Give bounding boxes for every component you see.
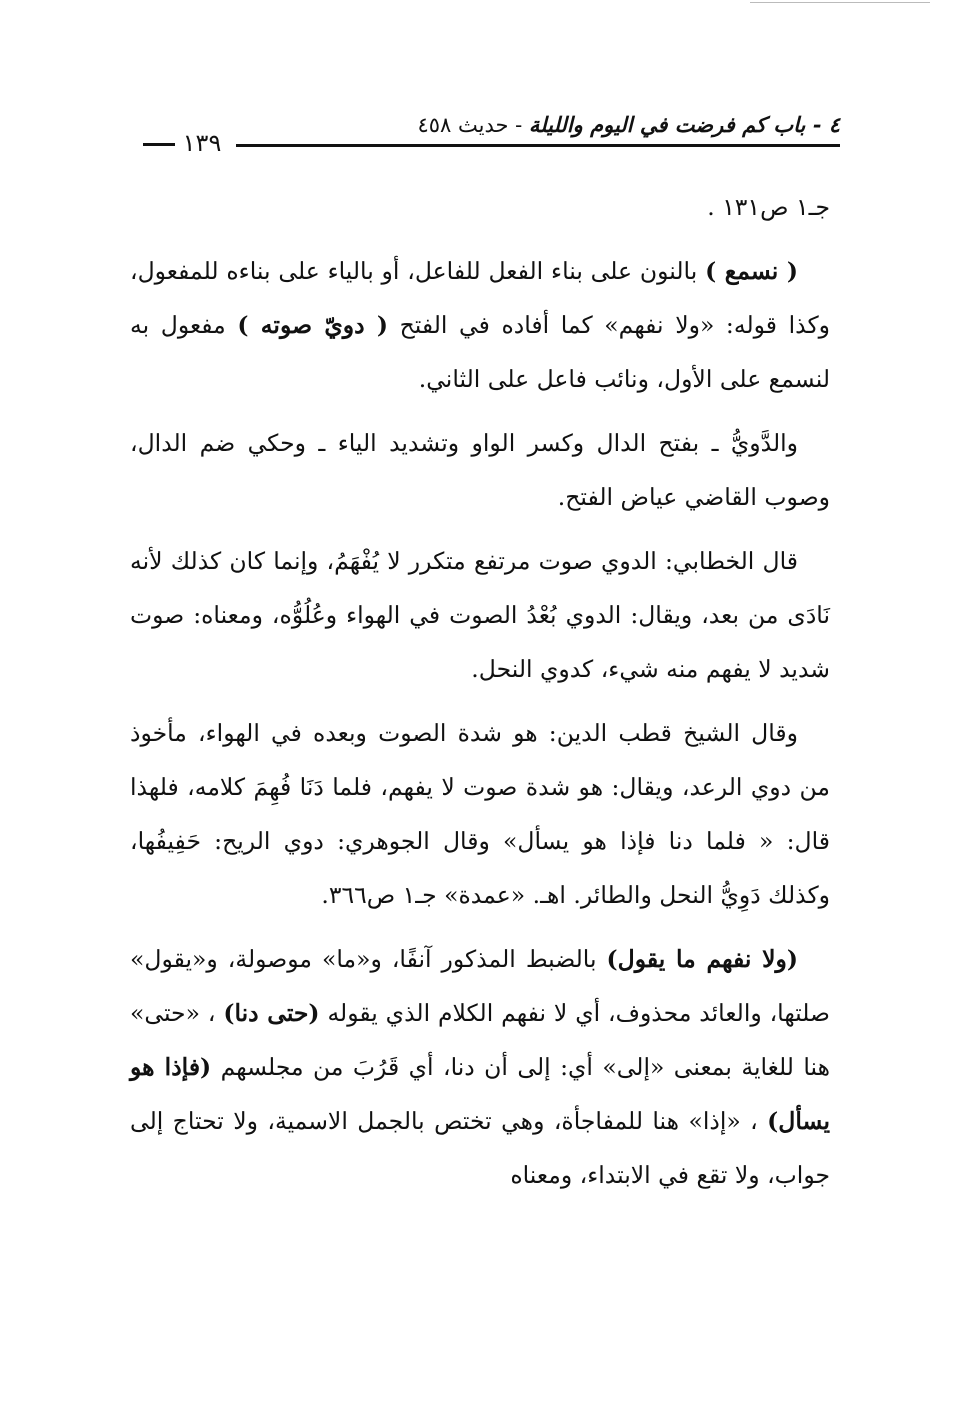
- term-nasmaa: ( نسمع ): [705, 257, 798, 285]
- hadith-number: - حديث ٤٥٨: [417, 113, 529, 137]
- paragraph-3: والدَّويُّ ـ بفتح الدال وكسر الواو وتشديد الياء ـ وحكي ضم الدال، وصوب القاضي عياض الفتح.: [130, 429, 830, 511]
- paragraph-2: [130, 244, 830, 406]
- paragraph-5: وقال الشيخ قطب الدين: هو شدة الصوت وبعده في الهواء، مأخوذ من دوي الرعد، ويقال: هو شدة صوت لا يفهم، فلما دَنَا فُهِمَ كلامه، فلهذا قال: « فلما دنا فإذا هو يسأل» وقال الجوهري: دوي الريح: حَفِيفُها، وكذلك دَوِيُّ النحل والطائر. اهـ. «عمدة» جـ١ ص٣٦٦.: [130, 719, 830, 909]
- page-body: [130, 180, 830, 1212]
- term-dawiyy-sawtih: ( دويّ صوته ): [237, 311, 388, 339]
- page-number-dash: [143, 143, 175, 146]
- page-number: [128, 128, 236, 158]
- paragraph-6: [130, 932, 830, 1202]
- term-hatta-dana: (حتى دنا): [223, 999, 320, 1027]
- term-faidha-huwa-yasal: (فإذا هو يسأل): [130, 1053, 830, 1135]
- paragraph-6-text-c: ، «إذا» هنا للمفاجأة، وهي تختص بالجمل الاسمية، ولا تحتاج إلى جواب، ولا تقع في الابتداء، ومعناه: [130, 1107, 830, 1189]
- paragraph-6-text-a: بالضبط المذكور آنفًا، و«ما» موصولة، و«يقول» صلتها، والعائد محذوف، أي لا نفهم الكلام الذي يقوله: [130, 945, 830, 1027]
- chapter-title-main: ٤ - باب كم فرضت في اليوم والليلة: [528, 112, 840, 137]
- top-edge-mark: [750, 2, 930, 3]
- page-number-value: ١٣٩: [182, 129, 222, 157]
- running-header: [128, 110, 840, 158]
- paragraph-6-text-b: ، «حتى» هنا للغاية بمعنى «إلى» أي: إلى أن دنا، أي قَرُبَ من مجلسهم: [130, 999, 830, 1081]
- paragraph-2-text-b: مفعول به لنسمع على الأول، ونائب فاعل على الثاني.: [130, 311, 830, 393]
- term-wala-nafham: (ولا نفهم ما يقول): [606, 945, 798, 973]
- paragraph-2-text-a: بالنون على بناء الفعل للفاعل، أو بالياء على بناءه للمفعول، وكذا قوله: «ولا نفهم» كما أفاده في الفتح: [130, 257, 830, 339]
- chapter-title: [417, 110, 840, 140]
- paragraph-1: جـ١ ص١٣١ .: [707, 193, 830, 221]
- paragraph-4: قال الخطابي: الدوي صوت مرتفع متكرر لا يُفْهَمُ، وإنما كان كذلك لأنه نَادَى من بعد، ويقال: الدوي بُعْدُ الصوت في الهواء وعُلُوُّه، ومعناه: صوت شديد لا يفهم منه شيء، كدوي النحل.: [130, 547, 830, 683]
- header-rule: [236, 144, 840, 147]
